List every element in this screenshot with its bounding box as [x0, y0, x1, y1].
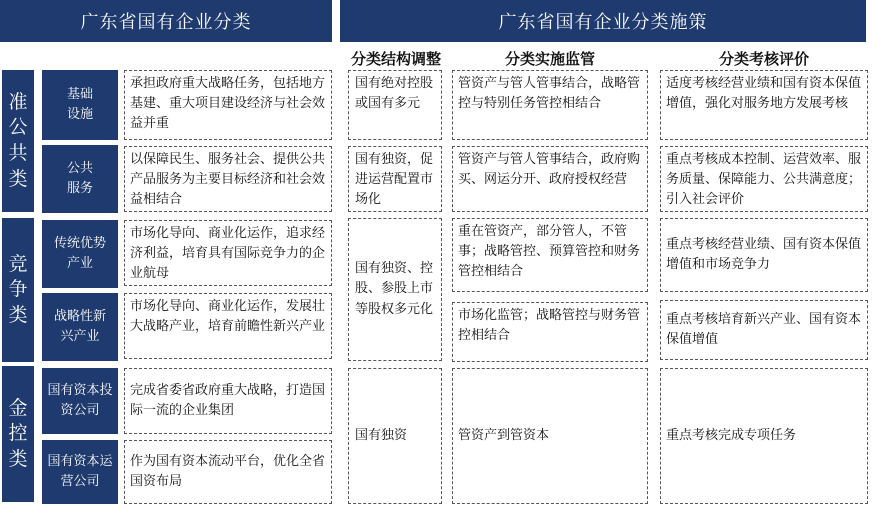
supervision-strategic: 市场化监管；战略管控与财务管控相结合 [452, 302, 648, 362]
structure-financial: 国有独资 [348, 368, 442, 504]
subheader-evaluation: 分类考核评价 [718, 50, 809, 68]
subcategory-infrastructure: 基础设施 [42, 70, 118, 140]
subcategory-public-service: 公共服务 [42, 145, 118, 213]
description-public-service: 以保障民生、服务社会、提供公共产品服务为主要目标经济和社会效益相结合 [124, 146, 332, 212]
subcategory-investment-company: 国有资本投资公司 [42, 368, 118, 434]
description-operation-company: 作为国有资本流动平台，优化全省国资布局 [124, 440, 332, 504]
subcategory-traditional: 传统优势产业 [42, 220, 118, 288]
evaluation-strategic: 重点考核培育新兴产业、国有资本保值增值 [660, 300, 868, 360]
description-infrastructure: 承担政府重大战略任务，包括地方基建、重大项目建设经济与社会效益并重 [124, 70, 332, 140]
evaluation-infrastructure: 适度考核经营业绩和国有资本保值增值，强化对服务地方发展考核 [660, 70, 868, 140]
left-header: 广东省国有企业分类 [0, 0, 332, 42]
category-competitive: 竞争类 [2, 218, 34, 362]
subheader-structure: 分类结构调整 [350, 50, 441, 68]
evaluation-traditional: 重点考核经营业绩、国有资本保值增值和市场竞争力 [660, 218, 868, 292]
supervision-infrastructure: 管资产与管人管事结合，战略管控与特别任务管控相结合 [452, 70, 648, 140]
evaluation-financial: 重点考核完成专项任务 [660, 368, 868, 504]
subcategory-operation-company: 国有资本运营公司 [42, 440, 118, 504]
structure-competitive: 国有独资、控股、参股上市等股权多元化 [348, 218, 442, 361]
supervision-public-service: 管资产与管人管事结合，政府购买、网运分开、政府授权经营 [452, 146, 648, 212]
subcategory-strategic: 战略性新兴产业 [42, 293, 118, 361]
description-traditional: 市场化导向、商业化运作，追求经济利益，培育具有国际竞争力的企业航母 [124, 220, 332, 286]
right-header: 广东省国有企业分类施策 [340, 0, 866, 42]
description-strategic: 市场化导向、商业化运作，发展壮大战略产业，培育前瞻性新兴产业 [124, 293, 332, 359]
structure-infrastructure: 国有绝对控股或国有多元 [348, 70, 442, 140]
supervision-financial: 管资产到管资本 [452, 368, 648, 504]
evaluation-public-service: 重点考核成本控制、运营效率、服务质量、保障能力、公共满意度；引入社会评价 [660, 146, 868, 212]
supervision-traditional: 重在管资产，部分管人，不管事；战略管控、预算管控和财务管控相结合 [452, 218, 648, 292]
category-financial-holding: 金控类 [2, 366, 34, 502]
subheader-supervision: 分类实施监管 [504, 50, 595, 68]
structure-public-service: 国有独资，促进运营配置市场化 [348, 146, 442, 212]
description-investment-company: 完成省委省政府重大战略，打造国际一流的企业集团 [124, 368, 332, 434]
category-quasi-public: 准公共类 [2, 70, 34, 212]
